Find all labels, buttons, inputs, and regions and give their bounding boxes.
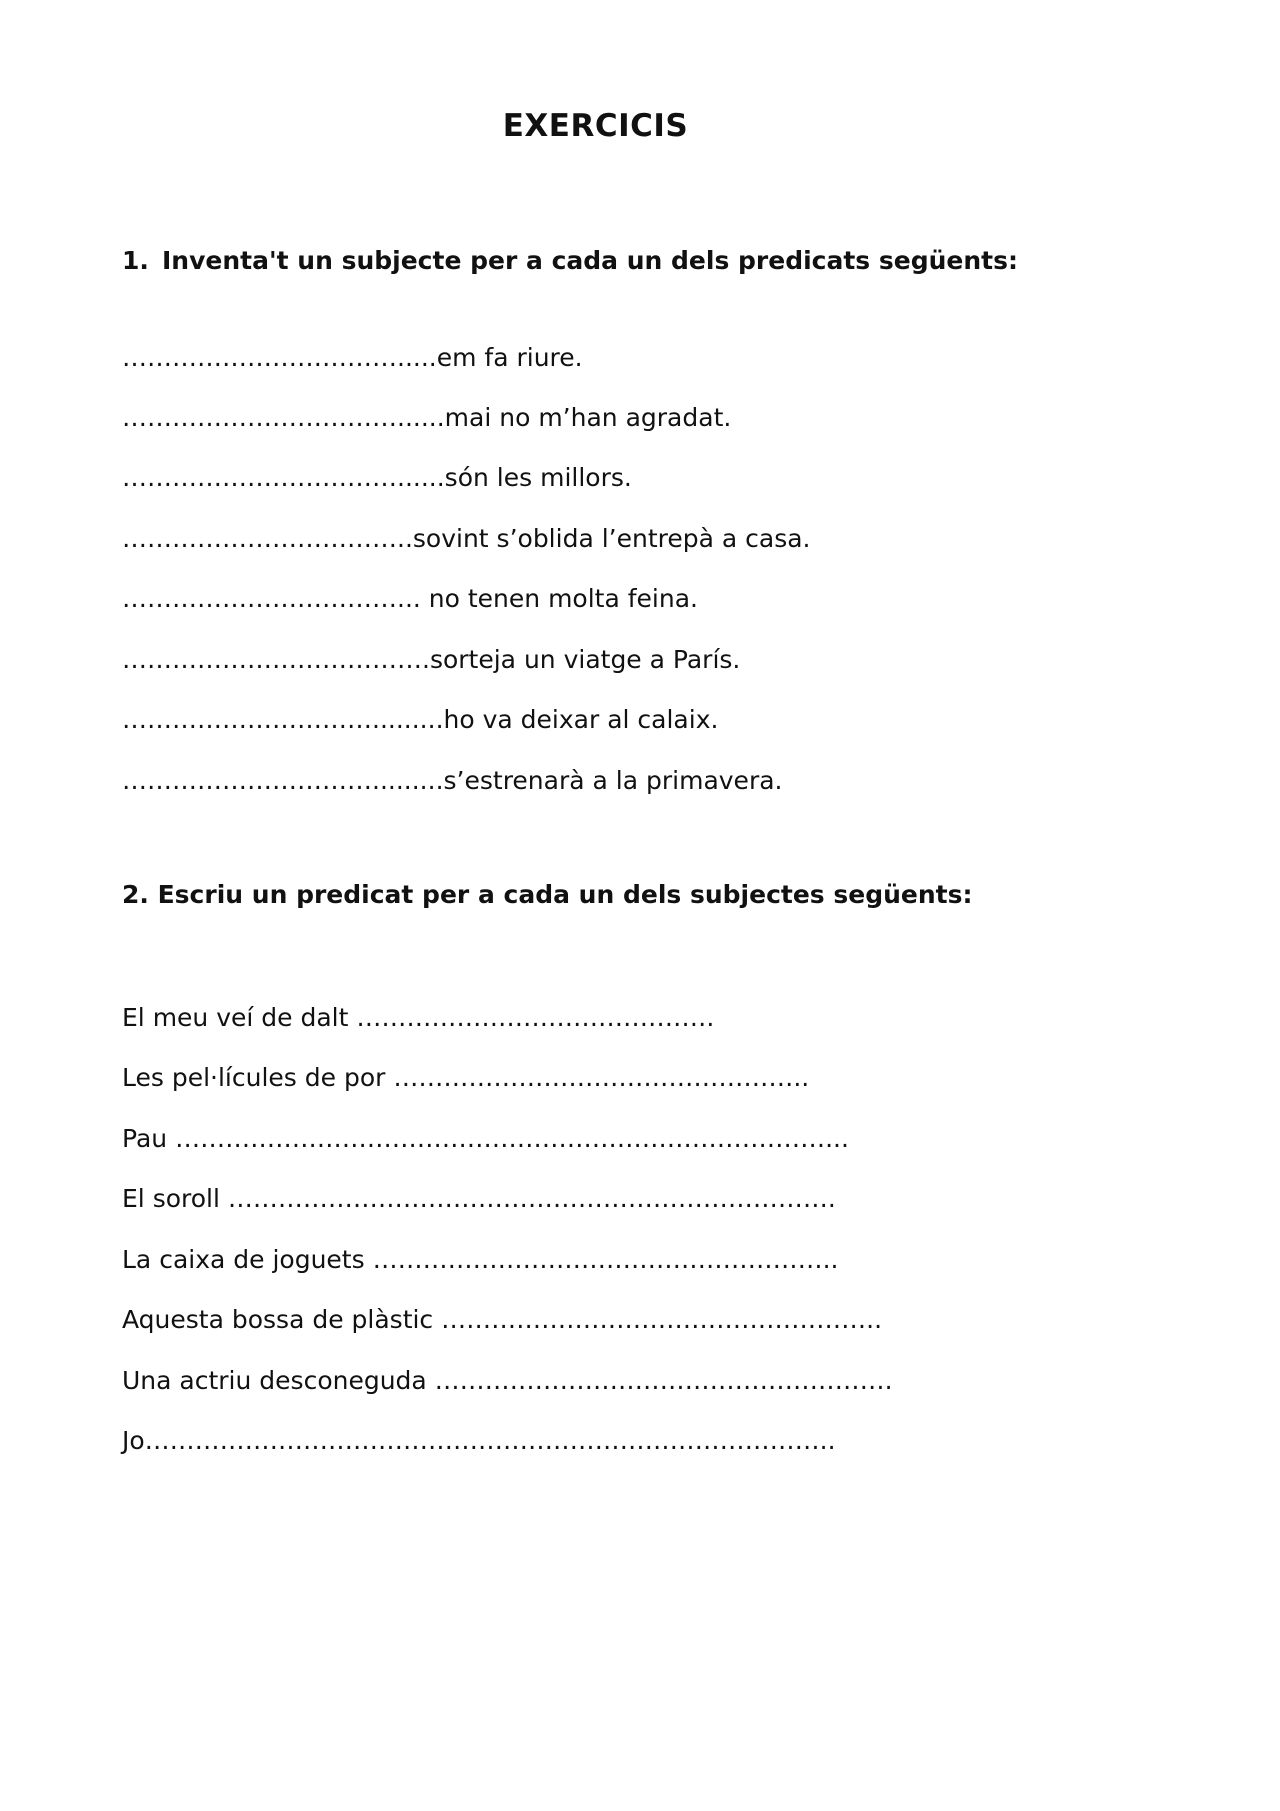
- exercise-1-line: ……………………………......són les millors.: [122, 463, 632, 492]
- exercise-2-heading: 2. Escriu un predicat per a cada un dels subjectes següents:: [122, 880, 973, 909]
- exercise-1-line: ……………………………... no tenen molta feina.: [122, 584, 698, 613]
- exercise-2-line: El meu veí de dalt …………………………………….: [122, 1003, 715, 1032]
- exercise-1-line: ……………………………….sorteja un viatge a París.: [122, 645, 741, 674]
- exercise-1-line: ……………………………..sovint s’oblida l’entrepà a casa.: [122, 524, 811, 553]
- exercise-2-line: Les pel·lícules de por …………………………………………..: [122, 1063, 810, 1092]
- exercise-2-line: El soroll ……………………………………………………………….: [122, 1184, 836, 1213]
- exercise-2-line: Una actriu desconeguda ……………………………………………….: [122, 1366, 893, 1395]
- exercise-2-line: Jo………………………………………………………………………..: [122, 1426, 836, 1455]
- exercise-1-line: …………………………….....em fa riure.: [122, 343, 583, 372]
- exercise-2-line: Pau ……………………………………………………………………...: [122, 1124, 849, 1153]
- exercise-1-heading: [122, 246, 1018, 275]
- exercise-2-line: Aquesta bossa de plàstic ……………………………………………..: [122, 1305, 883, 1334]
- exercise-1-line: ……………………………......mai no m’han agradat.: [122, 403, 732, 432]
- exercise-1-line: ………………………….........ho va deixar al calaix.: [122, 705, 719, 734]
- exercise-2-line: La caixa de joguets ………………………………………………..: [122, 1245, 839, 1274]
- page-title: EXERCICIS: [502, 108, 689, 144]
- exercise-1-line: ………………………….........s’estrenarà a la primavera.: [122, 766, 783, 795]
- exercise-1-number: 1.: [122, 246, 149, 275]
- exercise-1-heading-text: Inventa't un subjecte per a cada un dels predicats següents:: [162, 246, 1019, 275]
